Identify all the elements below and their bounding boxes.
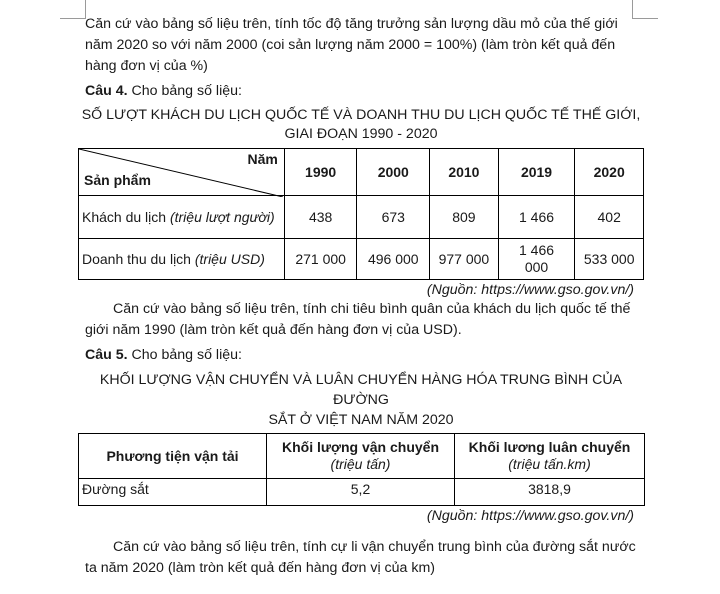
question-5-heading	[78, 345, 644, 366]
row-label	[79, 239, 285, 280]
row-label: Đường sắt	[79, 479, 267, 506]
question-5-label: Câu 5.	[85, 347, 128, 363]
table-cell: 673	[357, 196, 430, 239]
corner-label-product: Sản phẩm	[84, 172, 151, 188]
table-cell: 1 466 000	[498, 239, 575, 280]
table-cell: 533 000	[575, 239, 644, 280]
question-4-text: Căn cứ vào bảng số liệu trên, tính chi tiêu bình quân của khách du lịch quốc tế thế giới năm 1990 (làm tròn kết quả đến hàng đơn vị của USD).	[85, 301, 631, 338]
column-header-unit: (triệu tấn)	[330, 456, 391, 472]
question-4-prompt: Cho bảng số liệu:	[131, 83, 242, 99]
table-cell: 5,2	[267, 479, 455, 506]
year-header: 1990	[284, 149, 357, 196]
row-label	[79, 196, 285, 239]
table-1-title-line1: SỐ LƯỢT KHÁCH DU LỊCH QUỐC TẾ VÀ DOANH THU DU LỊCH QUỐC TẾ THẾ GIỚI,	[81, 107, 641, 123]
table-cell: 977 000	[430, 239, 499, 280]
table-row-revenue	[79, 239, 644, 280]
table-2-title-line1: KHỐI LƯỢNG VẬN CHUYỂN VÀ LUÂN CHUYỂN HÀNG HÓA TRUNG BÌNH CỦA ĐƯỜNG	[99, 372, 623, 408]
table-2-title-line2: SẮT Ở VIỆT NAM NĂM 2020	[268, 412, 454, 428]
table-cell: 1 466	[498, 196, 575, 239]
table-row-visitors	[79, 196, 644, 239]
document-page	[78, 14, 644, 583]
year-header: 2019	[498, 149, 575, 196]
column-header-unit: (triệu tấn.km)	[508, 456, 591, 472]
table-cell: 496 000	[357, 239, 430, 280]
table-1-source: (Nguồn: https://www.gso.gov.vn/)	[426, 282, 634, 298]
column-header-text: Phương tiện vận tải	[106, 447, 239, 464]
row-unit: (triệu USD)	[194, 250, 265, 267]
question-5-text: Căn cứ vào bảng số liệu trên, tính cự li vận chuyển trung bình của đường sắt nước ta năm 2020 (làm tròn kết quả đến hàng đơn vị của km)	[85, 539, 636, 576]
table-cell: 402	[575, 196, 644, 239]
year-header: 2020	[575, 149, 644, 196]
year-header: 2010	[430, 149, 499, 196]
table-cell: 3818,9	[455, 479, 645, 506]
column-header-text: Khối lượng vận chuyển	[282, 439, 439, 455]
row-unit: (triệu lượt người)	[169, 208, 275, 225]
column-header-turnover	[455, 434, 645, 479]
question-4-label: Câu 4.	[85, 83, 128, 99]
row-label-text: Khách du lịch	[82, 208, 167, 225]
table-1-title	[78, 106, 644, 144]
table-2-title	[78, 370, 644, 430]
table-2-source: (Nguồn: https://www.gso.gov.vn/)	[426, 508, 634, 524]
table-1-title-line2: GIAI ĐOẠN 1990 - 2020	[284, 126, 438, 142]
column-header-text: Khối lương luân chuyển	[468, 439, 631, 455]
table-header-row	[79, 434, 645, 479]
row-label-text: Doanh thu du lịch	[82, 250, 191, 267]
corner-label-year: Năm	[247, 151, 278, 167]
year-header: 2000	[357, 149, 430, 196]
railway-table	[78, 433, 645, 506]
table-cell: 271 000	[284, 239, 357, 280]
tourism-table	[78, 148, 644, 280]
table-row-railway	[79, 479, 645, 506]
question-5-prompt: Cho bảng số liệu:	[131, 347, 242, 363]
column-header-transport	[79, 434, 267, 479]
table-cell: 809	[430, 196, 499, 239]
intro-paragraph: Căn cứ vào bảng số liệu trên, tính tốc độ tăng trưởng sản lượng dầu mỏ của thế giới năm 2020 so với năm 2000 (coi sản lượng năm 2000 = 100%) (làm tròn kết quả đến hàng đơn vị của %)	[85, 16, 618, 74]
column-header-volume	[267, 434, 455, 479]
table-cell: 438	[284, 196, 357, 239]
diagonal-header-cell	[79, 149, 285, 196]
table-header-row	[79, 149, 644, 196]
question-4-heading	[78, 81, 644, 102]
